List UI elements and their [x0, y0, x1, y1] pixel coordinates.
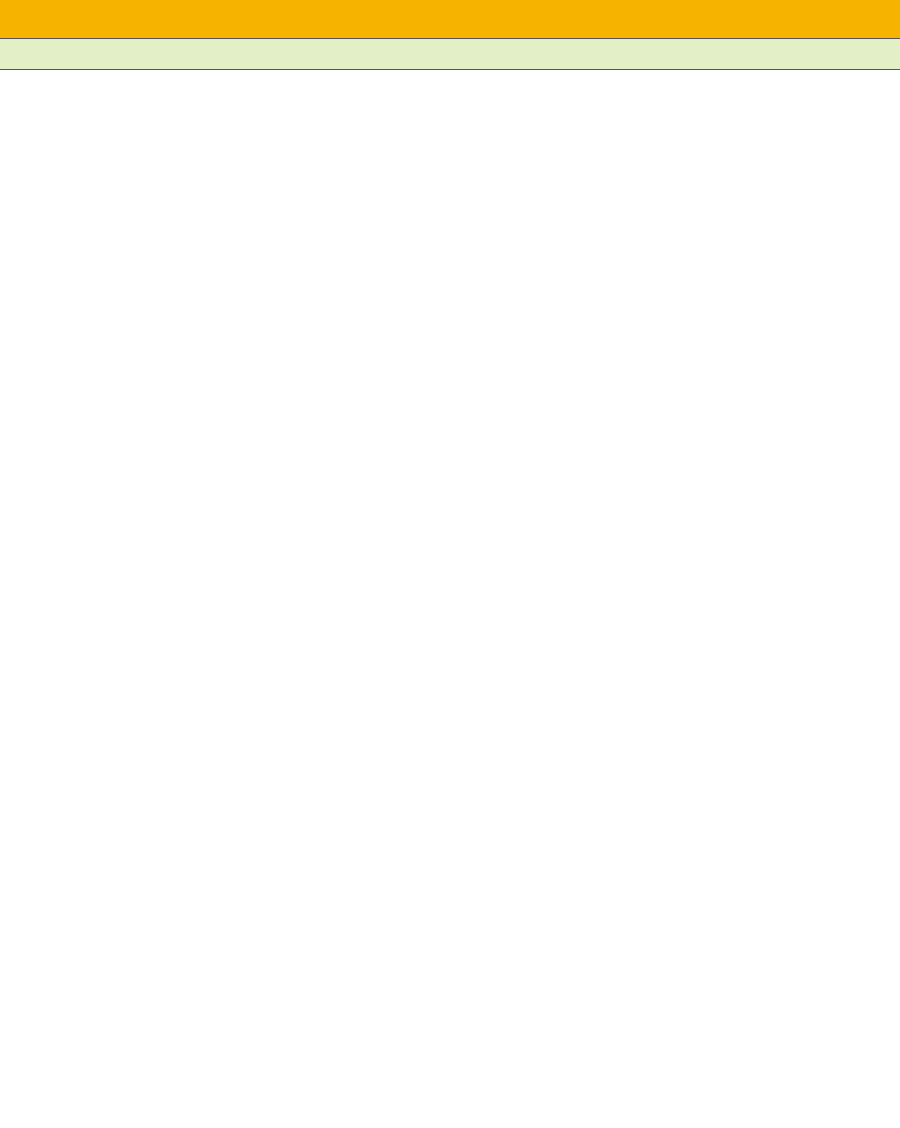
repeat-star-note: [0, 39, 900, 70]
title-bar: [0, 0, 900, 39]
